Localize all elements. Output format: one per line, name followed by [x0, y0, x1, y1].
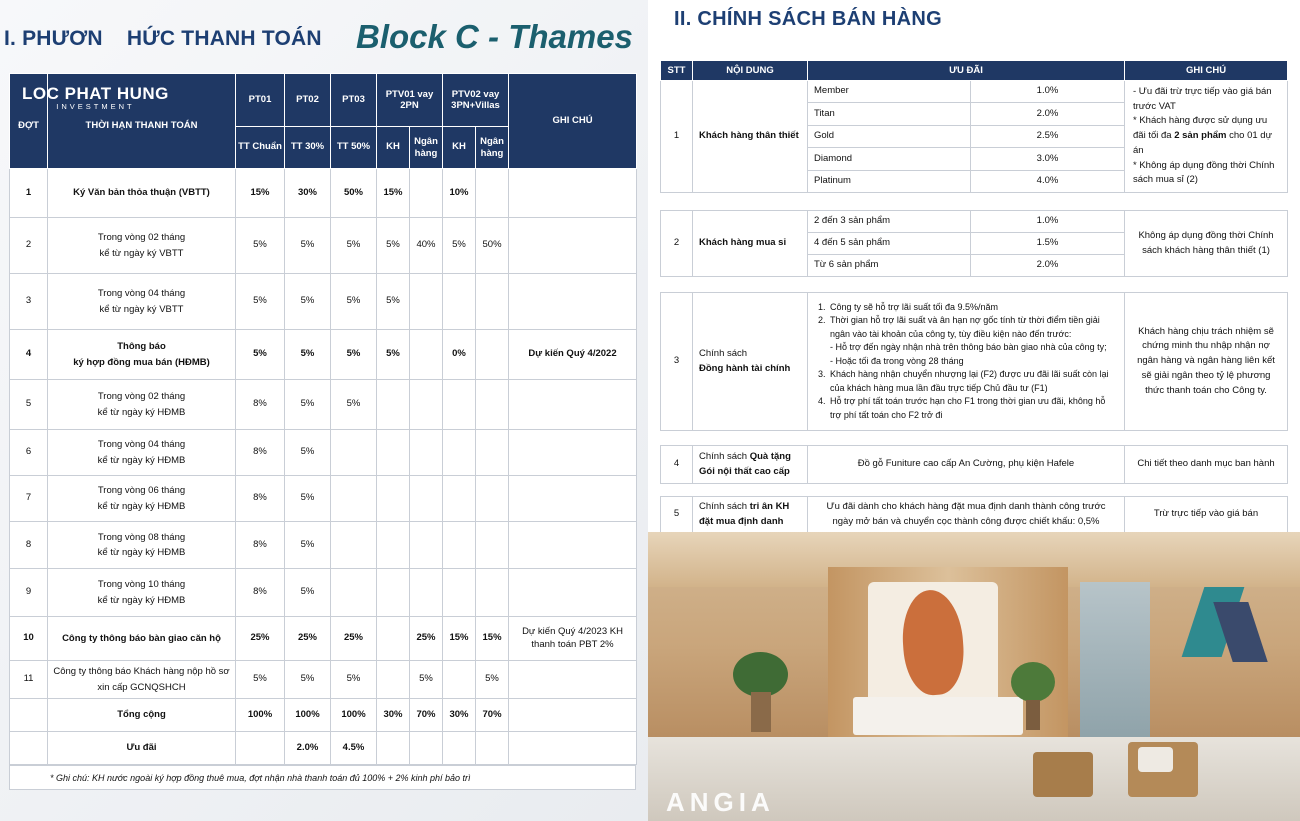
row-label: Ưu đãi — [48, 732, 236, 765]
policy-name: Chính sách tri ân KH đặt mua định danh — [693, 497, 808, 533]
header-dot: ĐỢT — [10, 74, 48, 169]
policy-note — [1125, 81, 1288, 193]
row-value — [410, 569, 443, 617]
row-value: 5% — [476, 661, 509, 699]
row-value: 50% — [476, 218, 509, 274]
row-value: 15% — [443, 617, 476, 661]
row-value: 5% — [236, 274, 285, 330]
row-value: 8% — [236, 430, 285, 476]
row-value: 40% — [410, 218, 443, 274]
row-value: 50% — [331, 169, 377, 218]
tier-label: Member — [808, 81, 971, 103]
row-desc: Trong vòng 04 tháng kể từ ngày ký HĐMB — [48, 430, 236, 476]
tier-value: 1.0% — [971, 81, 1125, 103]
row-label: Tổng cộng — [48, 699, 236, 732]
row-value: 5% — [236, 661, 285, 699]
row-note — [509, 699, 637, 732]
row-value: 25% — [331, 617, 377, 661]
policy-stt: 5 — [661, 497, 693, 533]
row-value — [476, 732, 509, 765]
row-value: 2.0% — [285, 732, 331, 765]
tier-label: 2 đến 3 sản phẩm — [808, 211, 971, 233]
total-row — [10, 699, 637, 732]
row-value: 8% — [236, 476, 285, 522]
policy-table-5 — [660, 496, 1288, 533]
row-desc: Trong vòng 04 tháng kể từ ngày ký VBTT — [48, 274, 236, 330]
sub-header: Ngân hàng — [476, 127, 509, 169]
row-value: 5% — [331, 274, 377, 330]
row-desc: Trong vòng 08 tháng kể từ ngày ký HĐMB — [48, 522, 236, 569]
row-value: 100% — [236, 699, 285, 732]
sales-policy-panel — [648, 0, 1300, 821]
row-value — [377, 430, 410, 476]
row-value: 5% — [377, 330, 410, 380]
row-value: 5% — [236, 330, 285, 380]
policy-benefit: Ưu đãi dành cho khách hàng đặt mua định danh thành công trước ngày mở bán và chuyển cọc thành công được chiết khấu: 0,5% — [808, 497, 1125, 533]
row-value: 5% — [285, 274, 331, 330]
row-value: 30% — [285, 169, 331, 218]
row-note — [509, 169, 637, 218]
policy-table-2 — [660, 210, 1288, 277]
row-value — [410, 274, 443, 330]
row-value — [443, 522, 476, 569]
row-dot: 11 — [10, 661, 48, 699]
row-value: 30% — [443, 699, 476, 732]
row-value: 5% — [285, 330, 331, 380]
row-dot: 7 — [10, 476, 48, 522]
row-value — [410, 430, 443, 476]
tier-value: 2.5% — [971, 125, 1125, 147]
payment-table — [9, 73, 637, 765]
row-note — [509, 476, 637, 522]
policy-stt: 1 — [661, 81, 693, 193]
policy-item: 1. Công ty sẽ hỗ trợ lãi suất tối đa 9.5%/năm — [828, 301, 1118, 315]
row-dot — [10, 699, 48, 732]
row-value — [236, 732, 285, 765]
row-value: 4.5% — [331, 732, 377, 765]
policy-stt: 2 — [661, 211, 693, 277]
policy-table-3 — [660, 292, 1288, 431]
policy-name: Khách hàng mua sỉ — [693, 211, 808, 277]
header-stt: STT — [661, 61, 693, 81]
payment-footnote: * Ghi chú: KH nước ngoài ký hợp đồng thuê mua, đợt nhận nhà thanh toán đủ 100% + 2% kinh phí bảo trì — [9, 765, 636, 790]
tier-value: 1.5% — [971, 233, 1125, 255]
row-value: 8% — [236, 569, 285, 617]
tier-label: Titan — [808, 103, 971, 125]
header-ghichu: GHI CHÚ — [509, 74, 637, 169]
row-value — [476, 274, 509, 330]
header-pt02: PT02 — [285, 74, 331, 127]
row-dot: 1 — [10, 169, 48, 218]
row-value — [377, 380, 410, 430]
row-value — [443, 732, 476, 765]
policy-note: Trừ trực tiếp vào giá bán — [1125, 497, 1288, 533]
table-row — [10, 661, 637, 699]
row-note — [509, 274, 637, 330]
policy-name: Chính sách Quà tặng Gói nội thất cao cấp — [693, 446, 808, 484]
row-value — [377, 476, 410, 522]
table-row — [10, 274, 637, 330]
row-value: 5% — [285, 661, 331, 699]
policy-note-line: * Khách hàng được sử dụng ưu đãi tối đa 2 sản phẩm cho 01 dự án — [1133, 115, 1272, 156]
plant-icon — [1011, 662, 1055, 702]
tier-value: 2.0% — [971, 255, 1125, 277]
table-row — [10, 169, 637, 218]
row-value: 15% — [476, 617, 509, 661]
row-value — [410, 169, 443, 218]
row-value: 5% — [443, 218, 476, 274]
row-value: 8% — [236, 380, 285, 430]
tier-value: 4.0% — [971, 170, 1125, 192]
row-value — [410, 330, 443, 380]
angia-logo: ANGIA — [666, 787, 775, 817]
row-value — [377, 617, 410, 661]
sub-header: TT 30% — [285, 127, 331, 169]
table-row — [10, 522, 637, 569]
tier-label: Platinum — [808, 170, 971, 192]
row-value: 5% — [285, 430, 331, 476]
row-note: Dự kiến Quý 4/2023 KH thanh toán PBT 2% — [509, 617, 637, 661]
tier-value: 3.0% — [971, 148, 1125, 170]
row-value — [443, 569, 476, 617]
plant-icon — [733, 652, 788, 697]
row-note: Dự kiến Quý 4/2022 — [509, 330, 637, 380]
row-value — [443, 380, 476, 430]
row-desc: Thông báo ký hợp đồng mua bán (HĐMB) — [48, 330, 236, 380]
row-value: 5% — [331, 330, 377, 380]
sub-header: TT 50% — [331, 127, 377, 169]
row-value: 5% — [377, 274, 410, 330]
row-value: 5% — [331, 218, 377, 274]
row-desc: Trong vòng 02 tháng kể từ ngày ký HĐMB — [48, 380, 236, 430]
sub-header: Ngân hàng — [410, 127, 443, 169]
policy-detail — [808, 293, 1125, 431]
row-desc: Công ty thông báo Khách hàng nộp hồ sơ xin cấp GCNQSHCH — [48, 661, 236, 699]
row-value — [476, 430, 509, 476]
policy-note-line: * Không áp dụng đồng thời Chính sách mua sỉ (2) — [1133, 159, 1275, 186]
company-logo: LOC PHAT HUNG INVESTMENT — [22, 84, 169, 111]
row-value — [377, 522, 410, 569]
row-value — [377, 569, 410, 617]
policy-stt: 4 — [661, 446, 693, 484]
sub-header: KH — [443, 127, 476, 169]
row-dot: 10 — [10, 617, 48, 661]
policy-table-1 — [660, 60, 1288, 193]
block-title: Block C - Thames — [356, 18, 633, 55]
row-dot: 4 — [10, 330, 48, 380]
plant-pot — [1026, 700, 1040, 730]
row-value: 70% — [476, 699, 509, 732]
row-value — [331, 522, 377, 569]
row-value: 5% — [285, 218, 331, 274]
header-noidung: NỘI DUNG — [693, 61, 808, 81]
lobby-photo — [648, 532, 1300, 821]
row-value — [476, 169, 509, 218]
sub-header: KH — [377, 127, 410, 169]
row-value — [331, 569, 377, 617]
tier-label: Gold — [808, 125, 971, 147]
row-value — [331, 430, 377, 476]
row-value: 100% — [285, 699, 331, 732]
row-dot: 6 — [10, 430, 48, 476]
row-value — [443, 274, 476, 330]
tier-value: 1.0% — [971, 211, 1125, 233]
table-row — [10, 569, 637, 617]
row-desc: Công ty thông báo bàn giao căn hộ — [48, 617, 236, 661]
policy-stt: 3 — [661, 293, 693, 431]
header-pt03: PT03 — [331, 74, 377, 127]
row-dot: 5 — [10, 380, 48, 430]
row-value — [443, 430, 476, 476]
table-row — [10, 380, 637, 430]
row-note — [509, 569, 637, 617]
row-value — [410, 522, 443, 569]
row-value: 100% — [331, 699, 377, 732]
row-value — [377, 732, 410, 765]
row-value: 25% — [236, 617, 285, 661]
policy-note: Chi tiết theo danh mục ban hành — [1125, 446, 1288, 484]
row-note — [509, 218, 637, 274]
table-row — [10, 218, 637, 274]
photo-window — [1080, 582, 1150, 742]
row-note — [509, 732, 637, 765]
row-value: 5% — [236, 218, 285, 274]
row-value — [476, 330, 509, 380]
row-desc: Trong vòng 06 tháng kể từ ngày ký HĐMB — [48, 476, 236, 522]
header-thoi-han: THỜI HẠN THANH TOÁN — [48, 74, 236, 169]
tier-label: 4 đến 5 sản phẩm — [808, 233, 971, 255]
row-note — [509, 380, 637, 430]
header-ghichu-policy: GHI CHÚ — [1125, 61, 1288, 81]
table-row — [10, 476, 637, 522]
row-value: 25% — [285, 617, 331, 661]
row-value: 15% — [377, 169, 410, 218]
payment-rows — [10, 169, 637, 765]
sub-header: TT Chuẩn — [236, 127, 285, 169]
row-dot: 2 — [10, 218, 48, 274]
row-value: 5% — [377, 218, 410, 274]
row-value: 10% — [443, 169, 476, 218]
chair-cushion — [1138, 747, 1173, 772]
row-value: 8% — [236, 522, 285, 569]
plant-pot — [751, 692, 771, 732]
tier-value: 2.0% — [971, 103, 1125, 125]
row-value — [410, 732, 443, 765]
row-value: 5% — [331, 380, 377, 430]
policy-item: 3. Khách hàng nhận chuyển nhượng lại (F2) được ưu đãi lãi suất còn lại của khách hàng mua lần đầu trực tiếp Chủ đầu tư (F1) — [828, 368, 1118, 395]
table-row — [10, 430, 637, 476]
row-value — [410, 380, 443, 430]
lounge-chair — [1033, 752, 1093, 797]
row-note — [509, 522, 637, 569]
section-title-payment: I. PHƯƠN HỨC THANH TOÁN — [4, 27, 322, 50]
row-value: 15% — [236, 169, 285, 218]
row-value — [476, 569, 509, 617]
row-value — [476, 522, 509, 569]
policy-note-line: - Ưu đãi trừ trực tiếp vào giá bán trước VAT — [1133, 86, 1272, 112]
row-value: 5% — [285, 522, 331, 569]
row-dot: 9 — [10, 569, 48, 617]
row-value — [410, 476, 443, 522]
policy-item: 2. Thời gian hỗ trợ lãi suất và ân hạn nợ gốc tính từ thời điểm tiền giải ngân vào tài khoản của công ty, tùy điều kiện nào đến trước: - Hỗ trợ đến ngày nhận nhà trên thông báo bàn giao nhà của công ty; - Hoặc tối đa trong vòng 28 tháng — [828, 314, 1118, 368]
policy-name: Khách hàng thân thiết — [693, 81, 808, 193]
section-title-policy: II. CHÍNH SÁCH BÁN HÀNG — [674, 8, 943, 30]
row-value — [476, 380, 509, 430]
row-note — [509, 430, 637, 476]
row-value: 5% — [410, 661, 443, 699]
row-value — [443, 476, 476, 522]
row-value: 5% — [331, 661, 377, 699]
header-uudai: ƯU ĐÃI — [808, 61, 1125, 81]
uudai-row — [10, 732, 637, 765]
row-value: 70% — [410, 699, 443, 732]
header-ptv02: PTV02 vay 3PN+Villas — [443, 74, 509, 127]
row-dot — [10, 732, 48, 765]
policy-note: Không áp dụng đồng thời Chính sách khách hàng thân thiết (1) — [1125, 211, 1288, 277]
row-desc: Ký Văn bản thỏa thuận (VBTT) — [48, 169, 236, 218]
row-value: 5% — [285, 380, 331, 430]
row-dot: 3 — [10, 274, 48, 330]
row-value: 5% — [285, 569, 331, 617]
row-value: 5% — [285, 476, 331, 522]
row-dot: 8 — [10, 522, 48, 569]
policy-name: Chính sách Đồng hành tài chính — [693, 293, 808, 431]
row-value: 30% — [377, 699, 410, 732]
table-row — [10, 330, 637, 380]
table-row — [10, 617, 637, 661]
row-value: 0% — [443, 330, 476, 380]
payment-panel — [0, 0, 648, 821]
policy-item: 4. Hỗ trợ phí tất toán trước hạn cho F1 trong thời gian ưu đãi, không hỗ trợ phí tất toán cho F2 trở đi — [828, 395, 1118, 422]
row-desc: Trong vòng 10 tháng kể từ ngày ký HĐMB — [48, 569, 236, 617]
row-value: 25% — [410, 617, 443, 661]
header-pt01: PT01 — [236, 74, 285, 127]
policy-benefit: Đồ gỗ Funiture cao cấp An Cường, phụ kiện Hafele — [808, 446, 1125, 484]
header-ptv01: PTV01 vay 2PN — [377, 74, 443, 127]
row-note — [509, 661, 637, 699]
tier-label: Diamond — [808, 148, 971, 170]
policy-note: Khách hàng chịu trách nhiệm sẽ chứng minh thu nhập nhận nợ ngân hàng và ngân hàng liên kết sẽ giải ngân theo tỷ lệ phương thức thanh toán cho Công ty. — [1125, 293, 1288, 431]
row-value — [331, 476, 377, 522]
row-value — [476, 476, 509, 522]
tier-label: Từ 6 sản phẩm — [808, 255, 971, 277]
row-value — [443, 661, 476, 699]
row-desc: Trong vòng 02 tháng kể từ ngày ký VBTT — [48, 218, 236, 274]
reception-desk — [853, 697, 1023, 735]
policy-table-4 — [660, 445, 1288, 484]
row-value — [377, 661, 410, 699]
